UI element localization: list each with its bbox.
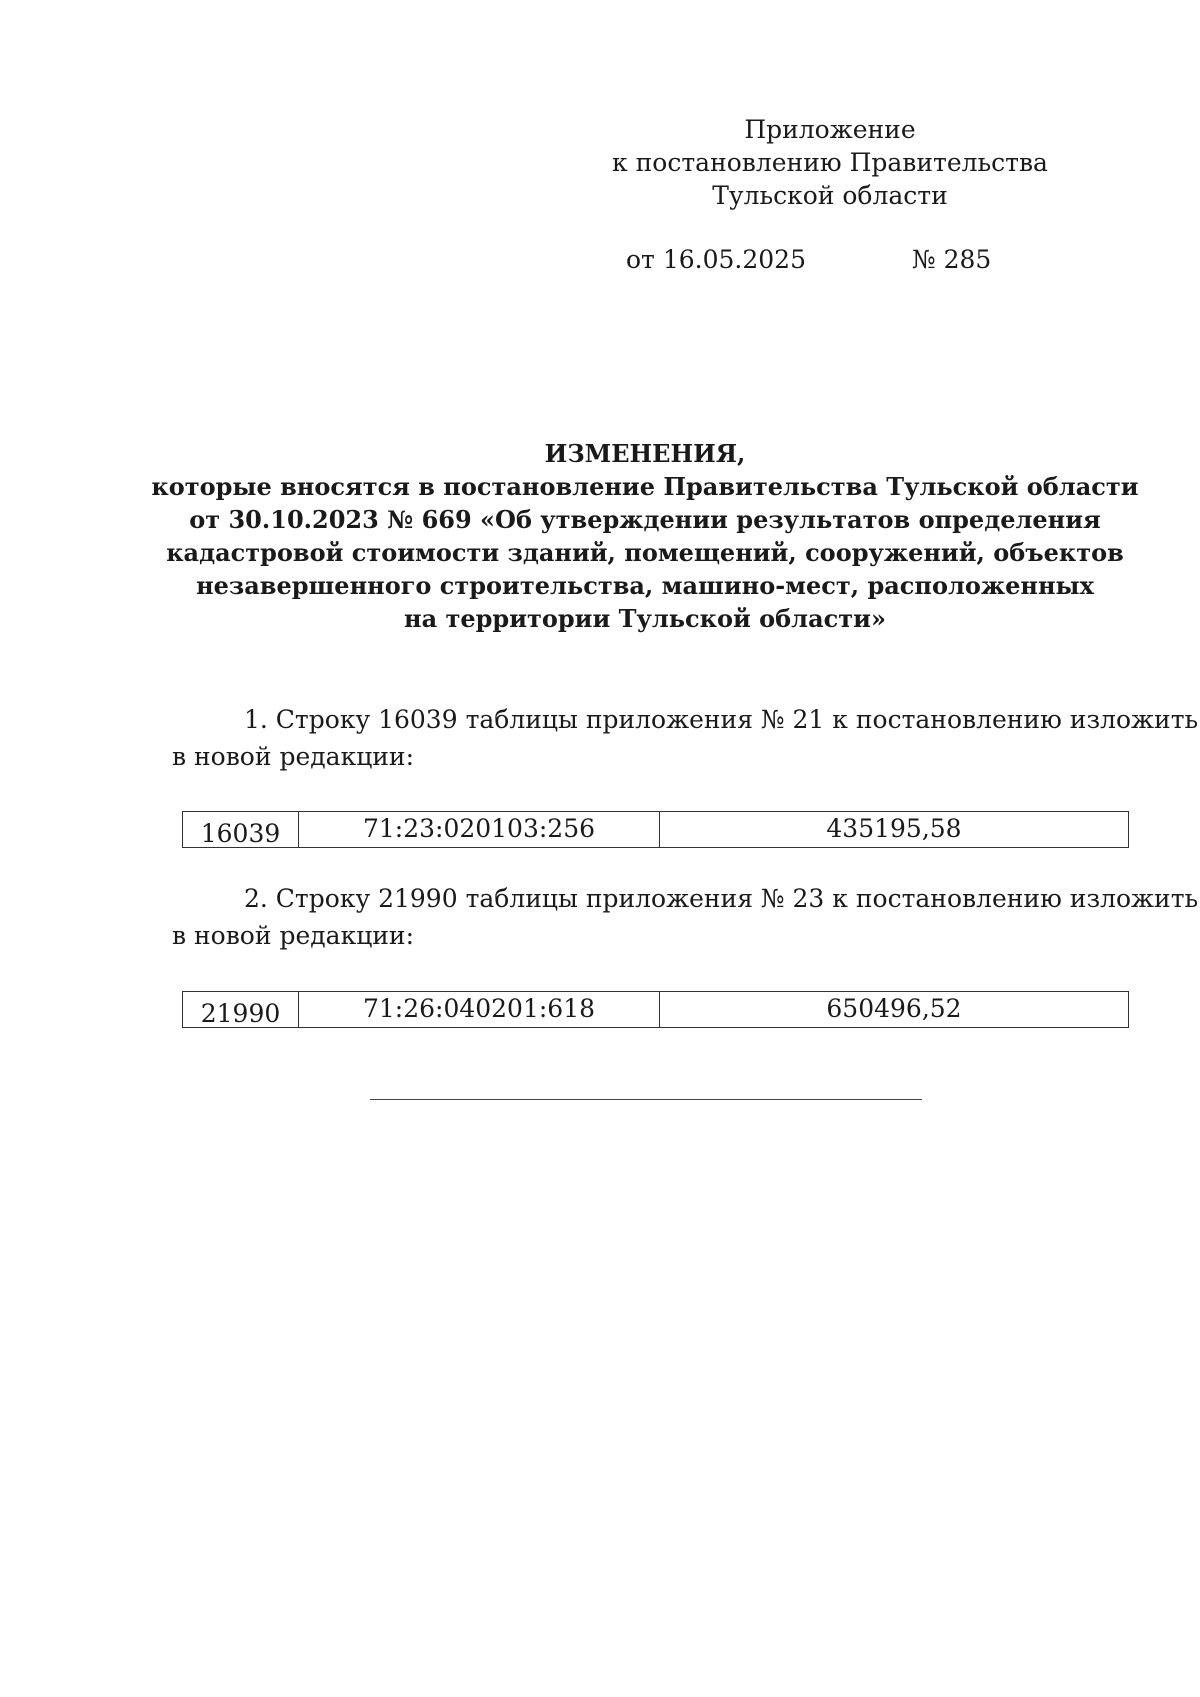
appendix-header xyxy=(600,113,1060,212)
table-row xyxy=(183,992,1129,1028)
end-of-document-rule xyxy=(370,1099,922,1100)
table-row xyxy=(183,812,1129,848)
title-heading: ИЗМЕНЕНИЯ, xyxy=(544,439,746,468)
cadastral-number-cell xyxy=(299,812,660,848)
document-title xyxy=(130,437,1160,635)
title-line: на территории Тульской области» xyxy=(404,604,886,633)
title-line: которые вносятся в постановление Правительства Тульской области xyxy=(151,472,1139,501)
appendix-reference: к постановлению Правительства xyxy=(612,148,1048,177)
amendment-table-1 xyxy=(182,811,1129,848)
paragraph-text: 1. Строку 16039 таблицы приложения № 21 к постановлению изложить xyxy=(244,705,1199,734)
row-number-cell xyxy=(183,812,299,848)
paragraph-text: 2. Строку 21990 таблицы приложения № 23 к постановлению изложить xyxy=(244,884,1199,913)
appendix-label: Приложение xyxy=(744,115,916,144)
decree-number: № 285 xyxy=(912,245,992,274)
cadastral-number: 71:26:040201:618 xyxy=(362,994,596,1023)
title-line: от 30.10.2023 № 669 «Об утверждении результатов определения xyxy=(189,505,1101,534)
paragraph-text: в новой редакции: xyxy=(172,742,415,771)
cadastral-value: 435195,58 xyxy=(826,814,962,843)
cadastral-number: 71:23:020103:256 xyxy=(362,814,596,843)
row-number-cell xyxy=(183,992,299,1028)
appendix-region: Тульской области xyxy=(712,181,948,210)
amendment-paragraph-1 xyxy=(172,701,1199,775)
row-number: 21990 xyxy=(200,999,281,1028)
cadastral-value-cell xyxy=(660,812,1129,848)
row-number: 16039 xyxy=(200,819,281,848)
amendment-table-2 xyxy=(182,991,1129,1028)
paragraph-text: в новой редакции: xyxy=(172,921,415,950)
cadastral-value: 650496,52 xyxy=(826,994,962,1023)
cadastral-value-cell xyxy=(660,992,1129,1028)
cadastral-number-cell xyxy=(299,992,660,1028)
decree-date: от 16.05.2025 xyxy=(626,245,806,274)
title-line: кадастровой стоимости зданий, помещений, сооружений, объектов xyxy=(166,538,1124,567)
title-line: незавершенного строительства, машино-мест, расположенных xyxy=(196,571,1094,600)
amendment-paragraph-2 xyxy=(172,880,1199,954)
